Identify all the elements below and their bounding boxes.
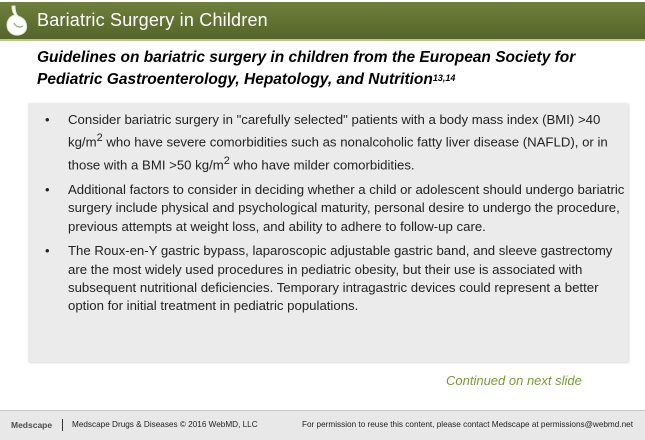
bullet-item: • The Roux-en-Y gastric bypass, laparoscopic adjustable gastric band, and sleeve gastrectomy are the most widely used procedures in pediatric obesity, but their use is associated with subsequent nutritional deficiencies. Temporary intragastric devices could represent a better option for initial treatment in pediatric populations. bbox=[45, 243, 613, 314]
footer-copyright: Medscape Drugs & Diseases © 2016 WebMD, LLC bbox=[72, 420, 258, 429]
bullet-dot: • bbox=[45, 182, 50, 197]
heading-references: 13,14 bbox=[432, 73, 456, 83]
stomach-icon bbox=[4, 5, 30, 37]
continued-note: Continued on next slide bbox=[446, 373, 582, 388]
heading-text: Guidelines on bariatric surgery in children from the European Society for Pediatric Gastroenterology, Hepatology, and Nutrition bbox=[37, 49, 576, 88]
footer-divider bbox=[62, 419, 63, 431]
bullet-dot: • bbox=[45, 112, 50, 127]
slide-title: Bariatric Surgery in Children bbox=[37, 10, 268, 30]
title-bar bbox=[0, 2, 645, 41]
footer-permission: For permission to reuse this content, please contact Medscape at permissions@webmd.net bbox=[302, 420, 633, 429]
bullet-dot: • bbox=[45, 243, 50, 259]
bullet-item: • Consider bariatric surgery in "carefully selected" patients with a body mass index (BMI) >40 $kg/m^2$ who have severe comorbidities such as nonalcoholic fatty liver disease (NAFLD), or in those with a BMI >50 $kg/m^2$ who have milder comorbidities. bbox=[45, 112, 608, 173]
medscape-logo: Medscape bbox=[11, 420, 53, 430]
footer bbox=[0, 410, 645, 440]
section-heading bbox=[37, 47, 622, 91]
bullet-item: • Additional factors to consider in deciding whether a child or adolescent should undergo bariatric surgery include physical and psychological maturity, personal desire to undergo the procedure, previous attempts at weight loss, and ability to adhere to follow-up care. bbox=[45, 182, 625, 234]
bullet-list bbox=[41, 111, 626, 322]
content-panel bbox=[28, 103, 628, 362]
